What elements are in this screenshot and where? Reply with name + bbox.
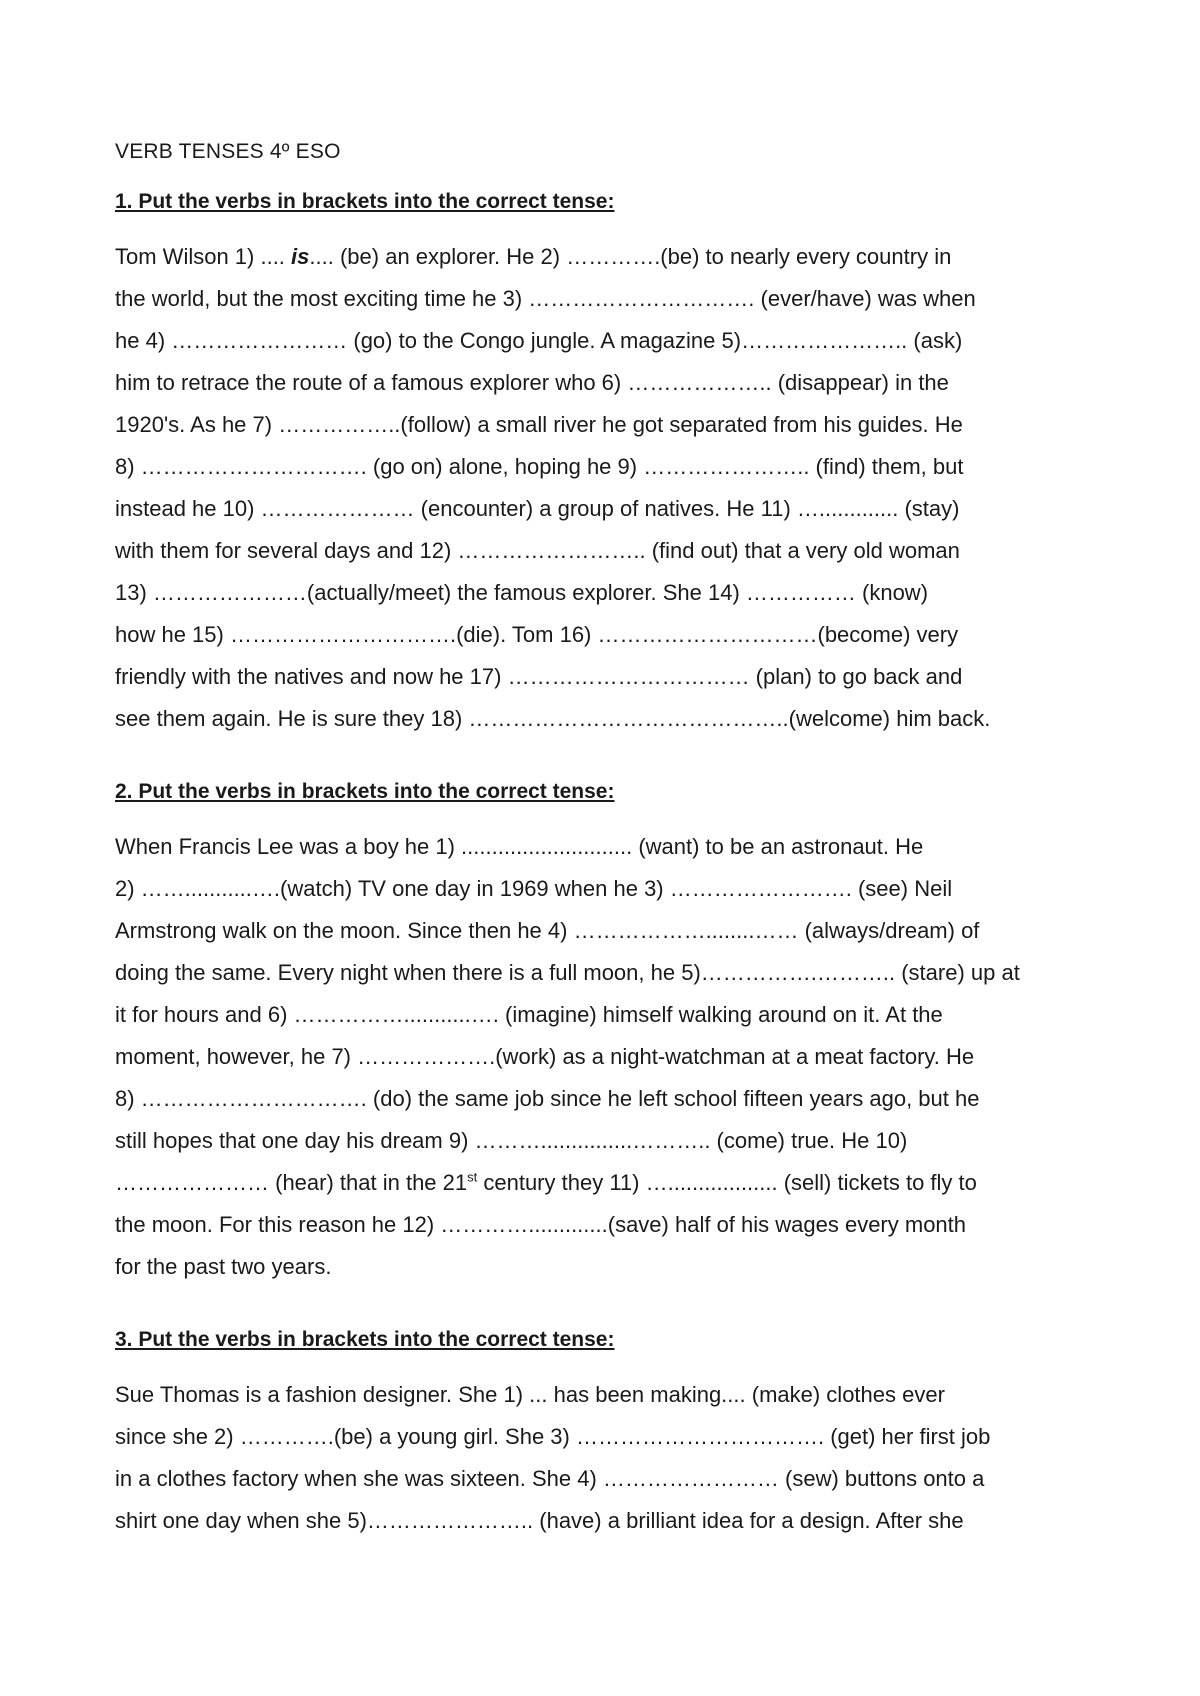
document-title: VERB TENSES 4º ESO	[115, 140, 341, 163]
paragraph-line: still hopes that one day his dream 9) ………...............……….. (come) true. He 10)	[115, 1128, 908, 1153]
paragraph-line: he 4) …………………… (go) to the Congo jungle. A magazine 5)………………….. (ask)	[115, 328, 963, 353]
paragraph-line: 8) …………………………. (do) the same job since he left school fifteen years ago, but he	[115, 1086, 980, 1111]
paragraph-line: Sue Thomas is a fashion designer. She 1) ... has been making.... (make) clothes ever	[115, 1382, 945, 1407]
paragraph-line: since she 2) ………….(be) a young girl. She 3) ……………………………. (get) her first job	[115, 1424, 991, 1449]
line-text: .... (be) an explorer. He 2) ………….(be) to nearly every country in	[309, 244, 952, 269]
line-text: century they 11) ….................. (sell) tickets to fly to	[477, 1170, 977, 1195]
line-text: ………………… (hear) that in the 21	[115, 1170, 468, 1195]
paragraph-line: shirt one day when she 5)………………….. (have) a brilliant idea for a design. After she	[115, 1508, 964, 1533]
paragraph-line: When Francis Lee was a boy he 1) ............................ (want) to be an astronaut. He	[115, 834, 924, 859]
paragraph-line: see them again. He is sure they 18) ……………………………………..(welcome) him back.	[115, 706, 991, 731]
exercise-3-paragraph	[115, 1374, 1105, 1542]
paragraph-line	[115, 236, 1105, 278]
paragraph-line: for the past two years.	[115, 1254, 332, 1279]
exercise-3-heading-colon: :	[607, 1328, 615, 1351]
exercise-1-heading-colon: :	[607, 190, 615, 213]
example-answer: is	[291, 244, 310, 269]
paragraph-line: moment, however, he 7) ……………….(work) as a night-watchman at a meat factory. He	[115, 1044, 975, 1069]
exercise-2	[115, 780, 1105, 1288]
exercise-1-paragraph	[115, 236, 1105, 740]
exercise-1-heading	[115, 190, 1105, 214]
paragraph-line: doing the same. Every night when there is a full moon, he 5)…………….……….. (stare) up at	[115, 960, 1020, 985]
paragraph-line: him to retrace the route of a famous explorer who 6) ……………….. (disappear) in the	[115, 370, 949, 395]
exercise-3-heading-text: 3. Put the verbs in brackets into the correct tense	[115, 1328, 608, 1351]
exercise-2-heading-text: 2. Put the verbs in brackets into the correct tense	[115, 780, 608, 803]
paragraph-line: 13) …………………(actually/meet) the famous explorer. She 14) …………… (know)	[115, 580, 929, 605]
paragraph-line	[115, 1162, 1105, 1204]
exercise-3	[115, 1328, 1105, 1542]
paragraph-line: friendly with the natives and now he 17) …………………………… (plan) to go back and	[115, 664, 963, 689]
paragraph-line: Armstrong walk on the moon. Since then he 4) ………………........…… (always/dream) of	[115, 918, 980, 943]
exercise-3-heading	[115, 1328, 1105, 1352]
paragraph-line: it for hours and 6) ……………...........…. (imagine) himself walking around on it. At the	[115, 1002, 943, 1027]
exercise-2-heading	[115, 780, 1105, 804]
worksheet-page	[115, 140, 1105, 1582]
exercise-2-paragraph	[115, 826, 1105, 1288]
ordinal-suffix: st	[467, 1169, 478, 1185]
line-text: Tom Wilson 1) ....	[115, 244, 292, 269]
paragraph-line: how he 15) ………………………….(die). Tom 16) …………………………(become) very	[115, 622, 959, 647]
exercise-2-heading-colon: :	[607, 780, 615, 803]
paragraph-line: instead he 10) ………………… (encounter) a group of natives. He 11) …............. (stay)	[115, 496, 960, 521]
exercise-1-heading-text: 1. Put the verbs in brackets into the correct tense	[115, 190, 608, 213]
paragraph-line: with them for several days and 12) …………………….. (find out) that a very old woman	[115, 538, 960, 563]
exercise-1	[115, 190, 1105, 740]
paragraph-line: 2) ……...........….(watch) TV one day in 1969 when he 3) ……………………. (see) Neil	[115, 876, 953, 901]
paragraph-line: 8) …………………………. (go on) alone, hoping he 9) ………………….. (find) them, but	[115, 454, 964, 479]
paragraph-line: in a clothes factory when she was sixteen. She 4) …………………… (sew) buttons onto a	[115, 1466, 985, 1491]
paragraph-line: 1920's. As he 7) ……………..(follow) a small river he got separated from his guides. He	[115, 412, 963, 437]
paragraph-line: the world, but the most exciting time he 3) …………………………. (ever/have) was when	[115, 286, 976, 311]
paragraph-line: the moon. For this reason he 12) ………….............(save) half of his wages every month	[115, 1212, 967, 1237]
